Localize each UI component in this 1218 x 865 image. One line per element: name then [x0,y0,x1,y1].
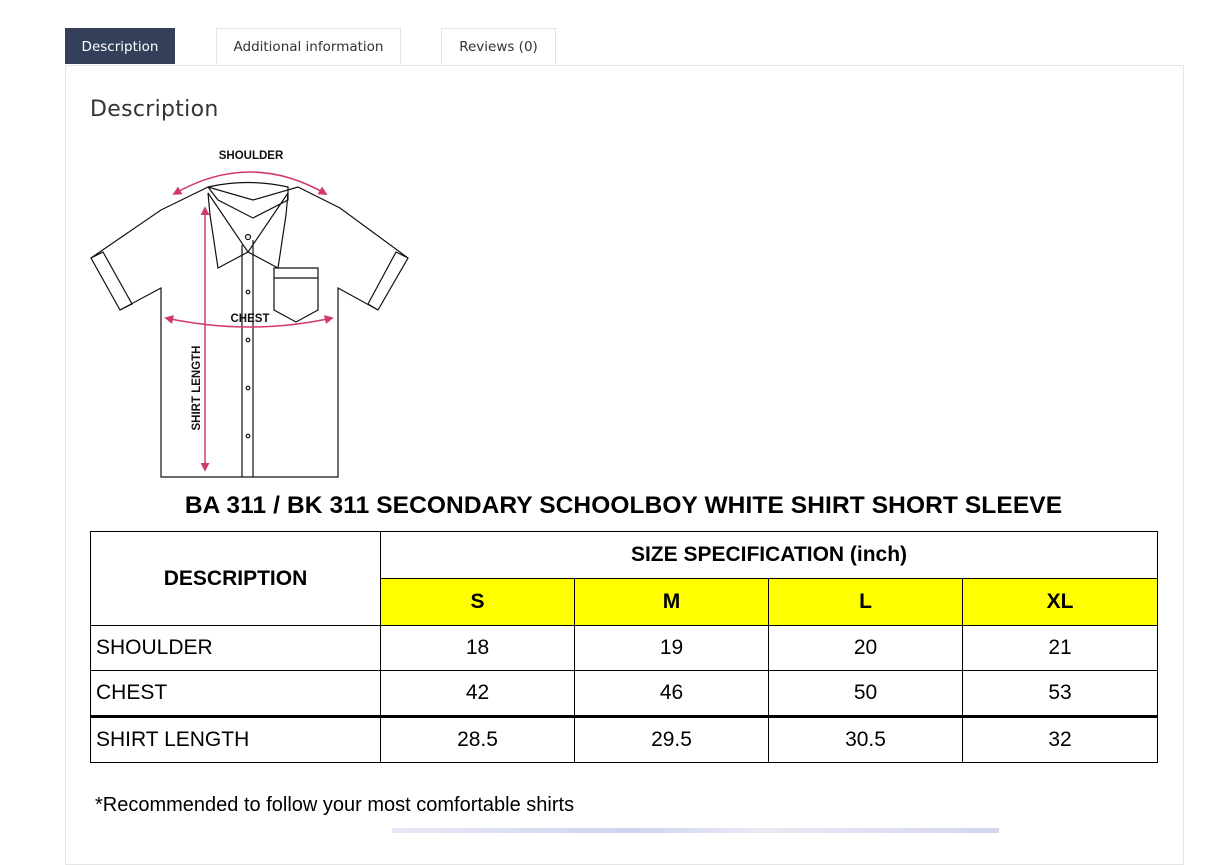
cell-value: 46 [575,671,769,717]
size-header-l: L [769,579,963,626]
size-header-s: S [381,579,575,626]
row-label-chest: CHEST [91,671,381,717]
table-row [91,626,1158,671]
next-image-strip [392,828,999,833]
cell-value: 30.5 [769,717,963,763]
shirt-size-diagram [88,140,418,480]
label-chest: CHEST [230,313,270,325]
size-specification-table [90,531,1158,763]
tab-reviews[interactable]: Reviews (0) [441,28,556,64]
table-row [91,671,1158,717]
spec-title: BA 311 / BK 311 SECONDARY SCHOOLBOY WHITE SHIRT SHORT SLEEVE [184,492,1063,519]
cell-value: 32 [963,717,1158,763]
label-shoulder: SHOULDER [218,150,284,162]
cell-value: 20 [769,626,963,671]
label-shirt-length: SHIRT LENGTH [191,345,203,431]
footnote: *Recommended to follow your most comfortable shirts [95,794,575,816]
row-label-shoulder: SHOULDER [91,626,381,671]
row-label-shirt-length: SHIRT LENGTH [91,717,381,763]
cell-value: 53 [963,671,1158,717]
cell-value: 28.5 [381,717,575,763]
cell-value: 19 [575,626,769,671]
header-size-specification: SIZE SPECIFICATION (inch) [381,532,1158,579]
tab-description[interactable]: Description [65,28,175,64]
cell-value: 50 [769,671,963,717]
cell-value: 42 [381,671,575,717]
tab-additional-information[interactable]: Additional information [216,28,401,64]
size-header-m: M [575,579,769,626]
cell-value: 21 [963,626,1158,671]
size-header-xl: XL [963,579,1158,626]
panel-title: Description [90,97,219,122]
product-tabs [65,28,1185,65]
cell-value: 29.5 [575,717,769,763]
header-description: DESCRIPTION [91,532,381,626]
cell-value: 18 [381,626,575,671]
table-row [91,717,1158,763]
